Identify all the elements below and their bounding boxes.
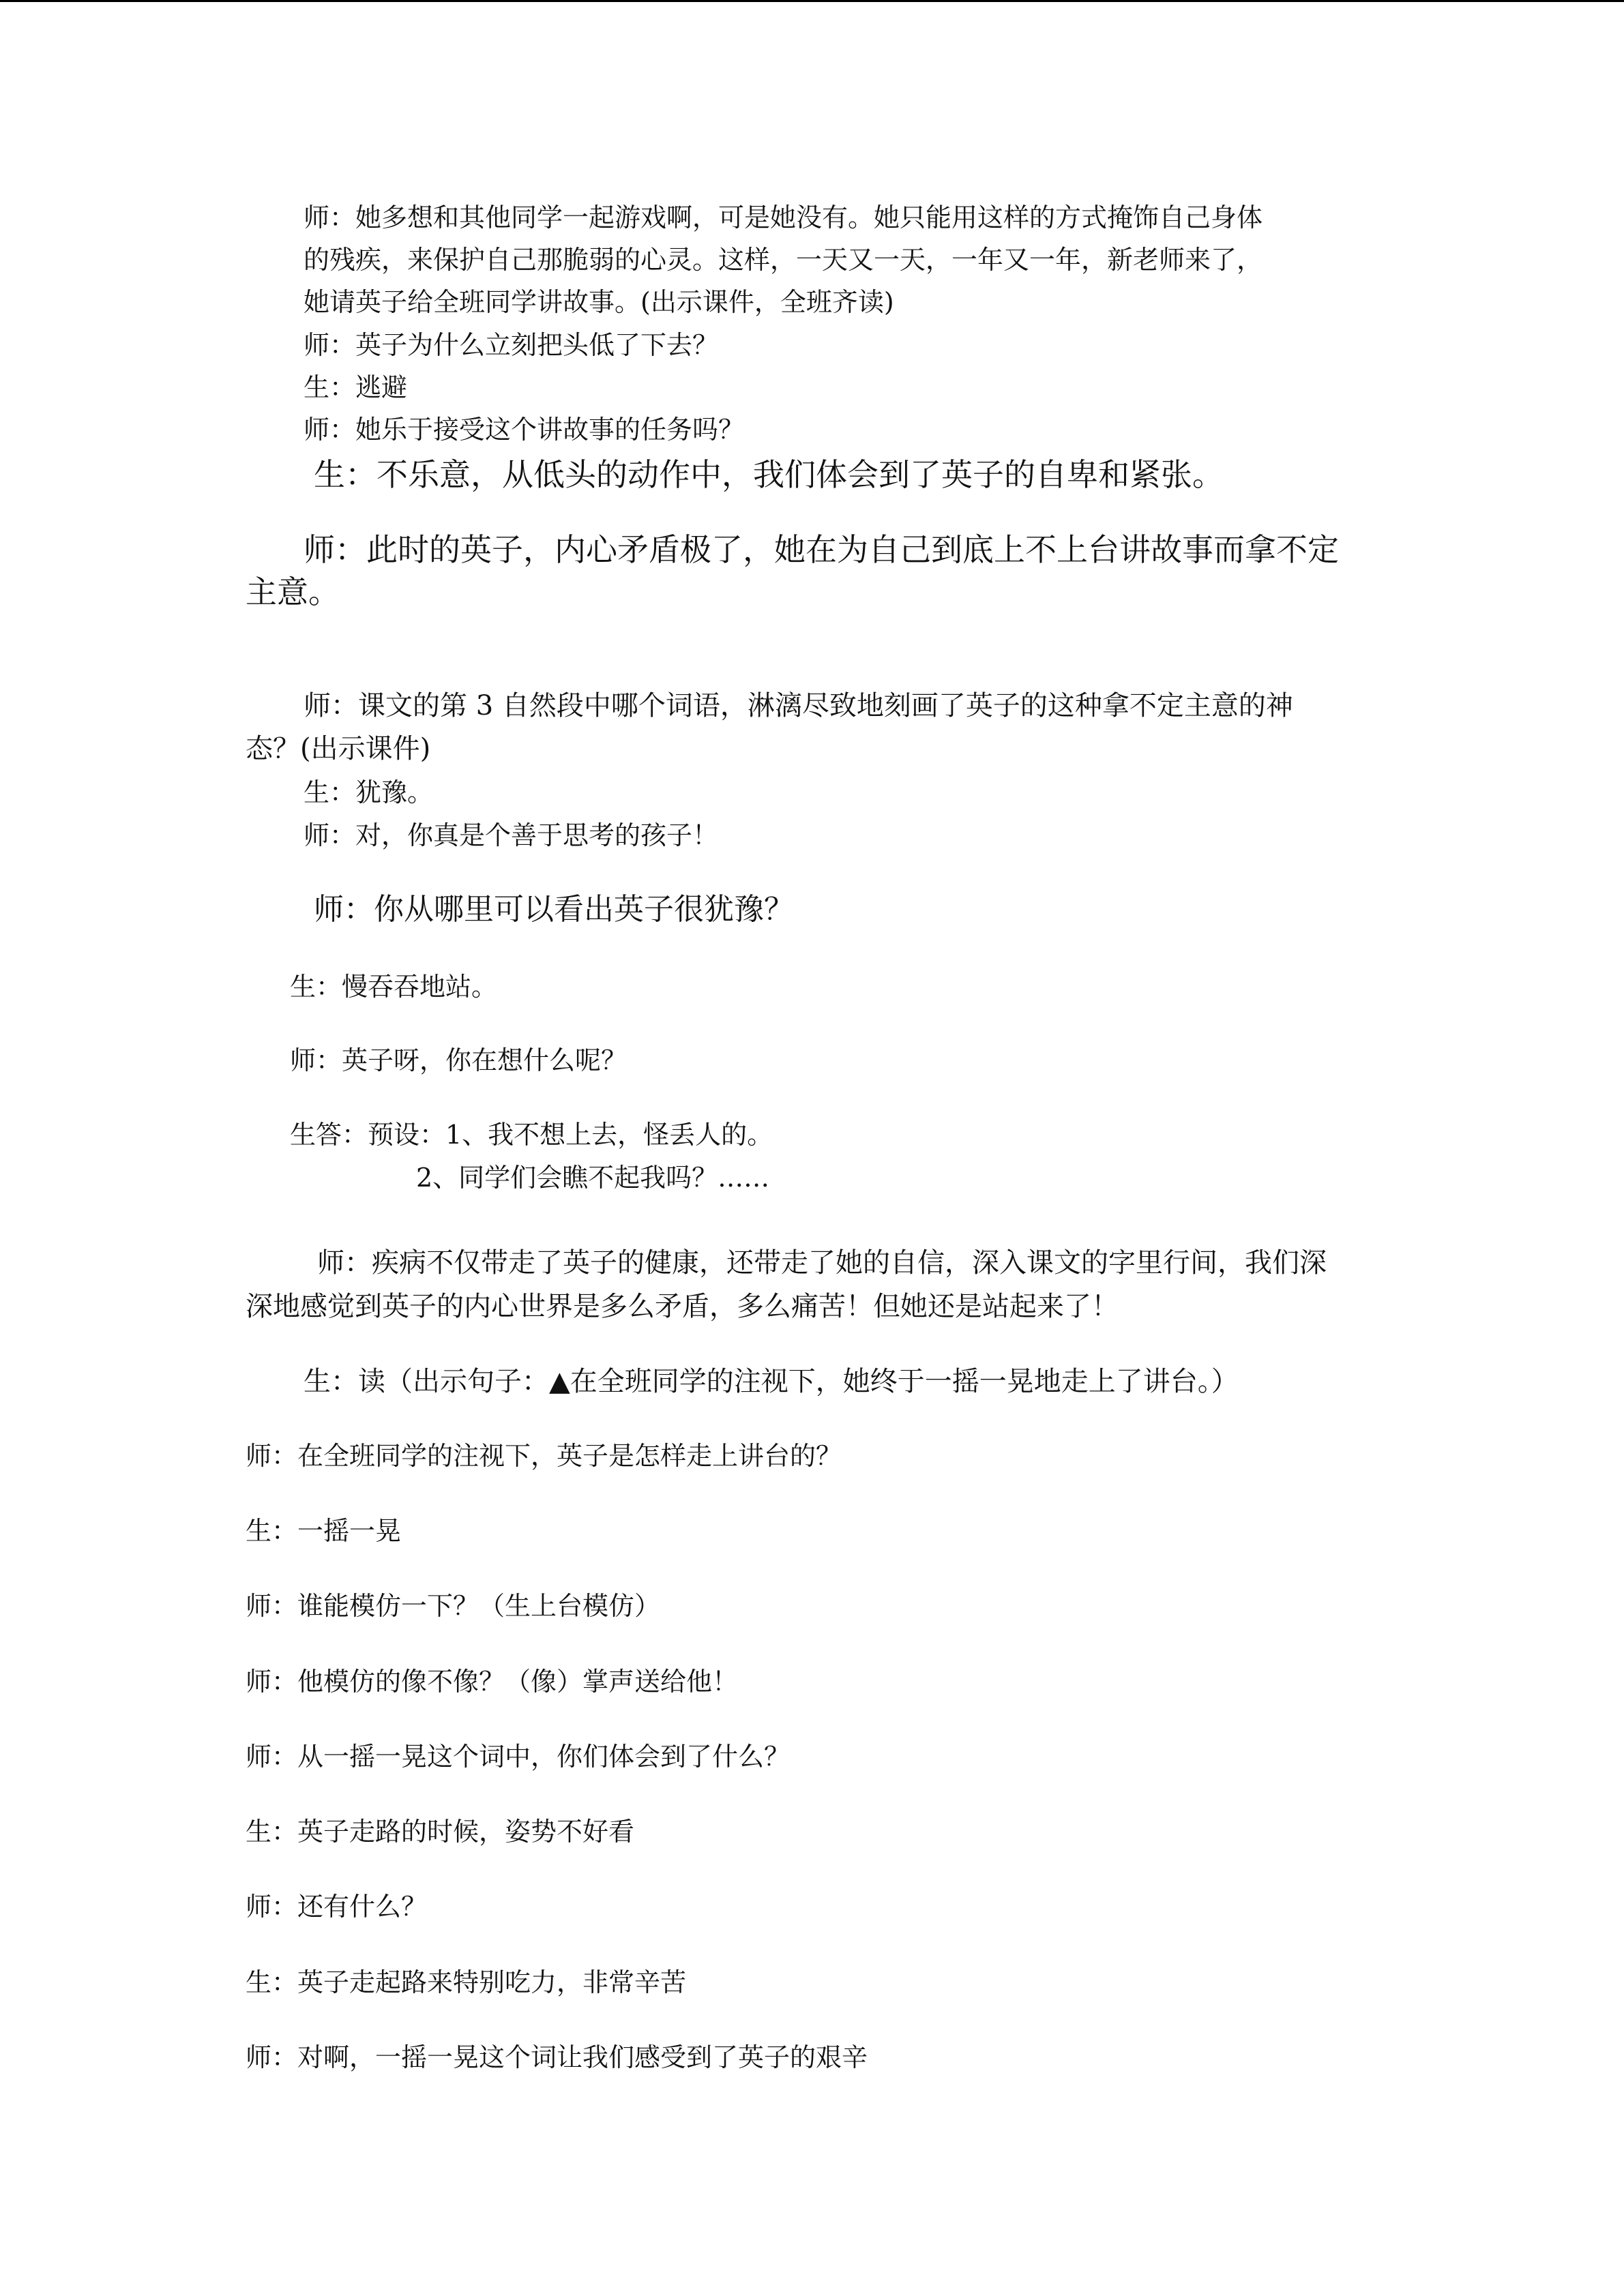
text-line: 态？(出示课件) [246, 733, 431, 764]
text-line: 师：他模仿的像不像？（像）掌声送给他！ [246, 1667, 739, 1697]
text-line: 主意。 [246, 573, 340, 610]
text-line: 师：你从哪里可以看出英子很犹豫？ [314, 892, 794, 927]
text-line: 她请英子给全班同学讲故事。(出示课件，全班齐读) [304, 287, 894, 317]
text-line: 师：她多想和其他同学一起游戏啊，可是她没有。她只能用这样的方式掩饰自己身体 [304, 203, 1263, 233]
text-line: 生：读（出示句子：▲在全班同学的注视下，她终于一摇一晃地走上了讲台。） [304, 1366, 1239, 1397]
text-line: 师：英子为什么立刻把头低了下去？ [304, 330, 719, 360]
text-line: 师：课文的第 3 自然段中哪个词语，淋漓尽致地刻画了英子的这种拿不定主意的神 [304, 690, 1293, 721]
text-line: 生答：预设：1、我不想上去，怪丢人的。 [290, 1120, 773, 1150]
text-line: 生：慢吞吞地站。 [290, 972, 498, 1002]
text-line: 师：从一摇一晃这个词中，你们体会到了什么？ [246, 1742, 791, 1772]
text-line: 师：在全班同学的注视下，英子是怎样走上讲台的？ [246, 1441, 842, 1471]
text-line: 生：英子走起路来特别吃力，非常辛苦 [246, 1967, 687, 1997]
text-line: 的残疾，来保护自己那脆弱的心灵。这样，一天又一天，一年又一年，新老师来了， [304, 245, 1263, 275]
text-line: 生：不乐意，从低头的动作中，我们体会到了英子的自卑和紧张。 [314, 456, 1224, 493]
text-line: 生：犹豫。 [304, 777, 434, 807]
text-line: 生：一摇一晃 [246, 1516, 402, 1546]
text-line: 生：逃避 [304, 372, 408, 402]
text-line: 师：对啊，一摇一晃这个词让我们感受到了英子的艰辛 [246, 2042, 868, 2072]
text-line: 师：英子呀，你在想什么呢？ [290, 1045, 628, 1075]
text-line: 师：还有什么？ [246, 1892, 428, 1922]
text-line: 生：英子走路的时候，姿势不好看 [246, 1817, 635, 1847]
text-line: 师：疾病不仅带走了英子的健康，还带走了她的自信，深入课文的字里行间，我们深 [317, 1247, 1327, 1279]
text-line: 师：对，你真是个善于思考的孩子！ [304, 820, 719, 850]
page-top-border [0, 0, 1624, 2]
text-line: 师：此时的英子，内心矛盾极了，她在为自己到底上不上台讲故事而拿不定 [304, 531, 1339, 568]
text-line: 师：她乐于接受这个讲故事的任务吗？ [304, 415, 745, 445]
text-line: 师：谁能模仿一下？（生上台模仿） [246, 1591, 661, 1621]
text-line: 2、同学们会瞧不起我吗？…… [416, 1163, 770, 1193]
text-line: 深地感觉到英子的内心世界是多么矛盾，多么痛苦！但她还是站起来了！ [246, 1291, 1119, 1322]
